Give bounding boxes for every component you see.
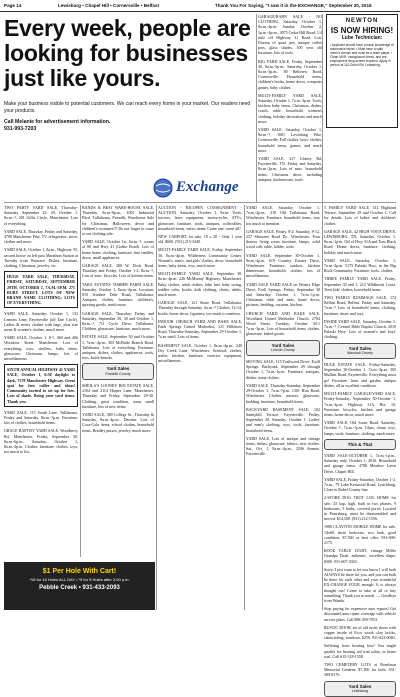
column-divider (244, 205, 245, 610)
list-item: YARD SALE, Thursday, Friday and Saturday, 4708 Manchester Pike. TV, refrigerator, stove, clothes and more. (4, 228, 79, 245)
list-item: BIG YARD SALE, Friday, September 30, 8a.m.-5p.m., Saturday, October 1, 8a.m.-3p.m., 80 Bellview Road, Cornersville. Household items, children's books, home decor, computer games, baby clothes. (258, 58, 322, 90)
list-item: Suffering from hearing loss? You might qualify for hearing aid trial today, in home trial. Call 615-318-1558. (324, 643, 396, 659)
section-divider (4, 202, 396, 203)
promo-cta: Call Melanie for advertisement information. (4, 119, 111, 125)
paper-names: Lewisburg • Chapel Hill • Cornersville • Belfast (58, 3, 160, 8)
list-item: YARD SALE, October 1, 8-?, 460 and 466 Woodrow Street, Manchester. Lots of everything, toys, strollers, baby items, glassware, Christmas, lamps, lots of miscellaneous. (4, 335, 78, 362)
list-item: NEW CARPORT for sale, 18 x 20 - Only 1 year old. $600. (931) 215-3440. (158, 234, 242, 245)
list-item: YARD SALE, Saturday, October 1, 7a.m.-2p.m. 5175 Pulaski Hwy, in the Big Rock Community. Furniture, tools, clothes. (324, 257, 396, 274)
list-item: TWO PARTY YARD SALE, Thursday-Saturday, September 22, 29, October 1, 8a.m.-?, 201 Gillis Circle, Manchester. Lots of everything. (4, 205, 78, 226)
list-item: 5 FAMILY YARD SALE, 312 Highland Terrace, September 29 and October 1, Call for details. Lots of ladies' and children's clothes. (324, 205, 396, 226)
list-item: YARD SALE-OCTOBER 1, 7a.m.-1p.m., Saturday only, October 1, 2016. Household and garage items. 4788 Meadow Lawn Drive, Chapel Hill. (324, 452, 396, 474)
list-item: 1986 CLAYTON MOBILE HOME for sale, 14x60, three bedroom, two bath, good condition. $7,500 or best offer. 931-600-2175. (324, 524, 396, 545)
list-item: CHURCH YARD AND BAKE SALE, Woodland United Methodist Church, 2704 Wood Street, Tuesday, October 30-1 7a.m.-3p.m. Lots of household items, clothes, glassware, baked goods. (246, 310, 320, 337)
list-item: GARAGE SALE, 300 W. Dock Road, Thursday and Friday, October 1-2, 8a.m.-?, Lots of misc. bicycles. Lots of kitchen items. (82, 263, 154, 279)
classifieds-column-2 (82, 205, 154, 557)
promo-headline: Every week, people are looking for businesses just like yours. (4, 15, 251, 91)
classifieds-column-5-top (258, 14, 322, 202)
list-item: BANDS & BEST WARE-HOUSE SALE, Thursday, 9a.m.-6p.m., 1001 Industrial Blvd, Tullahoma. Friendly Warehouse Sale for Christmas, Halloween, decor and children's costumes!!! Do not forget to come to our clothing sale. (82, 205, 154, 237)
list-item: YARD SALE, Saturday, October 1, 132 Lemons Lane, Fayetteville (off Tate Circle). Ladies & men's clothes with bags, plus size mens & women's clothes, much more. (4, 311, 78, 333)
classifieds-column-4 (246, 205, 320, 610)
classifieds-column-1 (4, 205, 78, 557)
list-item: YARD SALE, Thursday-Saturday, September 29-October 1, 7a.m.-?p.m. 1301 Rim Road, Winchester. Clothes, mirrors, glassware, bedding, furniture, household items. (246, 382, 320, 404)
list-item: YARD SALE, September 30-October 1, 8a.m.-4p.m. 619 Country Estates Drive, Winchester. Furniture, outdoor, kitchen dinnerware, household, clothes, lots of miscellaneous. (246, 252, 320, 279)
column-divider (256, 14, 257, 202)
list-item: Stop paying for expensive auto repairs! Get discounted auto repair coverage with vehicle service plans. Call 888-450-7053. (324, 606, 396, 622)
list-item: Sorry, I just want to let you know I will both ALWAYS be there for you, and you can both be there for each other and your wonderful EX-CHANGE FOUR enough. It is always thought out! Come to take at all or buy something. Thank you so much. — Goodbye from Wanda. (324, 566, 396, 603)
yard-sales-marshall-badge: Yard Sales Marshall County (324, 343, 396, 359)
column-divider (156, 205, 157, 610)
list-item: MULTI-FAMILY YARD SALE, Saturday, October 1, 7a.m.-3p.m. Tools, kitchen, baby items, Christmas, dishes, couch, table, household, women's clothing, holiday decorations and much more. (258, 92, 322, 124)
promo-subtitle: Make your business visible to potential customers. We can reach every home in your market. Our readers need your products. (4, 101, 251, 114)
classifieds-column-5 (324, 205, 396, 693)
list-item: HUGE YARD SALE, THURSDAY, FRIDAY, SATURDAY, SEPTEMBER 29TH, OCTOBER 1, 7A.M.-5P.M. 271 RUBY STREET. LOTS OF NEW BRAND NAME CLOTHING; LOTS OF EVERYTHING. (4, 271, 78, 308)
column-divider (80, 205, 81, 557)
list-item: ROOK TABLE LIGHT, vintage Miller Grandpa Draft, authentic, excellent shape, $300. 931-607-3043. (324, 548, 396, 564)
list-item: ESTATE SALE, September 30 and October 1, 7a.m.-4p.m., 305 McBride Branch Road, Tullahoma. Lots of everything. Furniture, antiques, dishes, clothes, appliances, tools, toys, knick-knacks. (82, 334, 154, 361)
hiring-ad (326, 14, 398, 128)
list-item: YARD SALE, 115 South Lane, Tullahoma. Friday and Saturday. 8a.m.-?p.m. Furniture, lots of clothes, household items. (4, 409, 78, 426)
list-item: HUGE ESTATE SALE, Friday-Saturday, September 30-October 1, 7a.m.-4p.m. 305 Mullins Road, Fayetteville. Everything must go! Furniture, lawn and garden, antique dishes, all in excellent condition. (324, 362, 396, 388)
list-item: YARD SALE, October 1st, 6a.m.-?, corner of 80 and Hwy 41 (Gatlin Road). Lots of home items, clothing, furniture, fine candles, decor, small appliances. (82, 239, 154, 260)
header-slogan: Thank You For Saying, "I saw it in the EXCHANGE," September 20, 2016 (215, 3, 372, 8)
list-item: YARD SALE: Old Swan Road, Saturday, October 1, 7a.m.-?p.m. Glass, china, toys, lamps, tools, furniture, clothing, much more. (324, 420, 396, 436)
golf-ad-details: *18 for 18 Holes ALL DAY • *9 for 9 Holes after 2:00 p.m. (29, 577, 130, 582)
logo-text: Exchange (176, 179, 239, 195)
exchange-logo (152, 177, 248, 199)
yard-sales-franklin-badge: Yard Sales Franklin County (82, 363, 154, 379)
yard-sales-lincoln-badge: Yard Sales Lincoln County (246, 340, 320, 356)
list-item: GARAGE/BARN SALE - NO CLOTHING, Saturday, October 1, 8a.m.-4p.m. Sunday, October 2, 1p.m.-4p.m., 3075 Cedar Hill Road, 1/4 mile off Highway 31 Road, Lott. Dozens of quart jars, antique coffee pots, glass shades, 100 year old furniture, lots of tools. (258, 14, 322, 56)
this-and-that-badge: This & That (324, 439, 396, 450)
list-item: GARAGE SALE, 42 HIGH VISTA DRIVE, LEWISBURG, TN, Saturday, October 1, 8a.m.-1p.m. Off of Hwy 31A and Tom Black Road. Home decor, furniture, clothing, holiday and much more. (324, 228, 396, 255)
list-item: YARD SALE, Friday-Saturday, October 1-2, 7a.m., 79 Lake Kenwood Road, Lynchburg. Close to Rubel County line. (324, 476, 396, 493)
list-item: THREE FAMILY YARD SALE, Friday, September 30 and 1, 212 Wildbrook Court. Teen kids' clothes, household items. (324, 276, 396, 292)
promo-block (4, 16, 256, 172)
list-item: MULTI-FAMILY YARD SALE, September 30, 8a.m.-4p.m. 226 McMurray Highway, Manchester. Baby clothes, adult clothes, bike bed, baby swing, toddler cribs, books, kids clothing, chairs, tables, much more. (158, 271, 242, 298)
page-number: Page 14 (4, 3, 22, 8)
list-item: TWO FAMILY RUMMAGE SALE, 174 Belfast Road, Belfast. Friday and Saturday, 7a.m.-? Lots of household items, clothing, furniture, shoes and toys. (324, 295, 396, 316)
list-item: GRACE BAPTIST YARD SALE, Woodberry Rd, Manchester. Friday, September 30, 8a.m.-6p.m., Saturday, October 1, 8a.m.-2p.m. Clothes, furniture, clothes, toys, too much to list. (4, 428, 78, 455)
list-item: YARD SALE, 380 College St., Thursday & Saturday, 8a.m.-4p.m., Decatur. Lots of Coca-Cola items, school clothes, household items, Bradley purses, jewelry, much more. (82, 411, 154, 433)
list-item: YARD SALE, Lots of antique and vintage items, dishes, glassware, fabrics, new clothes. Sat., Oct. 1, 8a.m.-4p.m., 3206 Avenue, Fayetteville. (246, 435, 320, 457)
promo-phone: 931-993-7203 (4, 126, 37, 132)
list-item: INSIDE YARD SALE, Saturday, October 1, 7a.m.-?, Central Bible Baptist Church, 2010 Pulaski Hwy. Lots of women's and boys' clothing. (324, 318, 396, 340)
list-item: YARD SALE, 417 Liberty Rd, Fayetteville, TN. Friday and Saturday, 8a.m.-2p.m. Lots of misc. household items, Christmas decor, including antiques, kitchenware, tools. (258, 156, 322, 182)
hiring-headline: IS NOW HIRING! (330, 26, 394, 35)
list-item: GARAGE SALE, Friday, 8-2, Saturday, 8-12, 237 Shawnee Road Dr., Winchester. Four drawer living room furniture, lamps, solid wood crib, table, ladder, tools. (246, 228, 320, 250)
list-item: MULTI-FAMILY GARAGE/YARD SALE, Friday-Saturday, September 30-October 1, 7a.m.-2p.m. Highway 31A, Rte. 10. Furniture, bicycles, kitchen and garage items, home decor, much more. (324, 391, 396, 417)
list-item: RUSTIC DOOR, set of old rustic doors with copper inside of Ecco wood, clay bricks, cabin siding, windows. $250. 931-622-0040. (324, 624, 396, 641)
globe-icon (152, 177, 174, 199)
list-item: MULTI-FAMILY YARD SALE, Friday, September 30, 8a.m.-4p.m. Wilderness Community Center. Women's, men's, and girls' clothes, decor, household items, baby items, toys, much more. (158, 247, 242, 269)
list-item: YARD SALE YARD SALE on Wintex Edge Drive, Ecell Springs. Friday, September 30 and Saturday, October 1, 7a.m.-1p.m. Christmas, odds and ends, home decor, pictures, bedding, curtains, kitchen. (246, 281, 320, 308)
list-item: GARAGE SALE, Thursday, Friday and Saturday, September 29, 30 and October 1, 8a.m.-?, 711 Cycle Drive, Tullahoma. Children, glassware, furniture, much more. (82, 310, 154, 332)
list-item: GARAGE SALE, 121 Stone Road, Tullahoma. Thursday through Saturday. 6a.m.-? Clothes, 12-14, books, home decor, figurines, too much to mention. (158, 300, 242, 316)
page-header (0, 0, 400, 12)
golf-ad-contact: Pebble Creek • 931-433-2093 (39, 585, 120, 591)
list-item: SIXTH ANNUAL HIGHWAY 41 YARD SALE, October 1, 6:30 daylight to dark, 7278 Manchester Highway. Great spot for free coffee and ideas! Community invited to set up for free. Lots of shade. Bring your yard items. Thank you. (4, 364, 78, 406)
list-item: YARD SALE, Saturday, October 1, 7a.m.-2p.m., 210 Old Tullahoma Road, Winchester. Furniture, household items, way too much to mention. (246, 205, 320, 226)
list-item: TARA ESTATES TIMBER FARM SALE, Saturday, October 1, 8a.m.-4p.m. Location: 810 Ivanhoe Dale Road, Tullahoma. Antiques, clothes, furniture, children's, sporting goods, much more. (82, 281, 154, 308)
list-item: AUCTION - BICOPEN CONSIGNMENT - AUCTION. Saturday, October 1, 9a.m. Tools, tractors, lawn equipment, motorcycles, ATVs, glassware, furniture, tools, antiques, collectibles, household items, stereo items. Come one, come all! (158, 205, 242, 231)
list-item: SHEILA'S LOONEY BIN ESTATE SALE, 2104 and 2114 Harper Lane, Manchester, Thursday and Friday, September 29-30. Clothing, great condition, some small furniture, lots of new items. (82, 382, 154, 409)
list-item: MOVING SALE, 115 Trailwood Drive, Estill Springs. Backyard, September 29 through October 1, 7a.m.-1p.m. Furniture, antiques, dishes, some clothes. (246, 359, 320, 380)
hiring-brand: NEWTON (345, 18, 379, 24)
hiring-role: Lube Technician: (341, 35, 383, 41)
list-item: BASEMENT SALE, October 1, 8a.m.-4p.m., 240 Dry Creek Lane, Winchester. Seafood, clothes, trailer, kitchen, furniture, exercise equipment, miscellaneous. (158, 342, 242, 364)
golf-advertisement (4, 562, 155, 610)
hiring-body: • Applicant should have a basic knowledge of automotive repair. • Must have a valid driver's license and must be a team player. • Clean MVR, background check, and pre-employment drug screen required. Apply in person at 110 Dutch Rd, Lewisburg. (330, 43, 394, 67)
yard-sales-lewisburg-badge: Yard Sales Lewisburg (324, 681, 396, 697)
classifieds-column-3 (158, 205, 242, 610)
list-item: INDOOR CHURCH YARD AND BAKE SALE, Faith Springs United Methodist, 121 Hillsboro Road, Thursday-Saturday, September 29-October 1, 7a.m.-until. Lots of items. (158, 318, 242, 340)
list-item: BACKYARD BASEMENT SALE, 102 Sunnyhill Terrace, Fayetteville. Friday, September 30, Saturday, October 1. Ladies' and men's clothing, toys, tools, furniture, household items. (246, 406, 320, 433)
list-item: YARD SALE, October 1, 8a.m., Highway 55, second house on left past Marathon Station at Tuesday from Wartrace. Dishes, furniture, clothing, Christmas, jewelry, etc. (4, 247, 78, 269)
golf-ad-headline: $1 Per Hole With Cart! (42, 568, 117, 575)
list-item: TWO CEMETERY LOTS at Roselawn Memorial Gardens. $7,300 for both. 931-389-8176. (324, 662, 396, 678)
list-item: YARD SALE, Saturday, October 1, 8a.m.-?, 1681 Lewisburg Pike, Cornersville. Fall clothes, boys' clothes, household items, games, and much more. (258, 127, 322, 153)
column-divider (322, 14, 323, 610)
list-item: 2-STORE DOG TROT LOG HOME for sale, 25 logs high, built in two phases, 9 bedrooms, 3 baths, covered porch. Located in Petersburg, must be disassembled and moved. $14,500. (931) 212-1556. (324, 495, 396, 522)
